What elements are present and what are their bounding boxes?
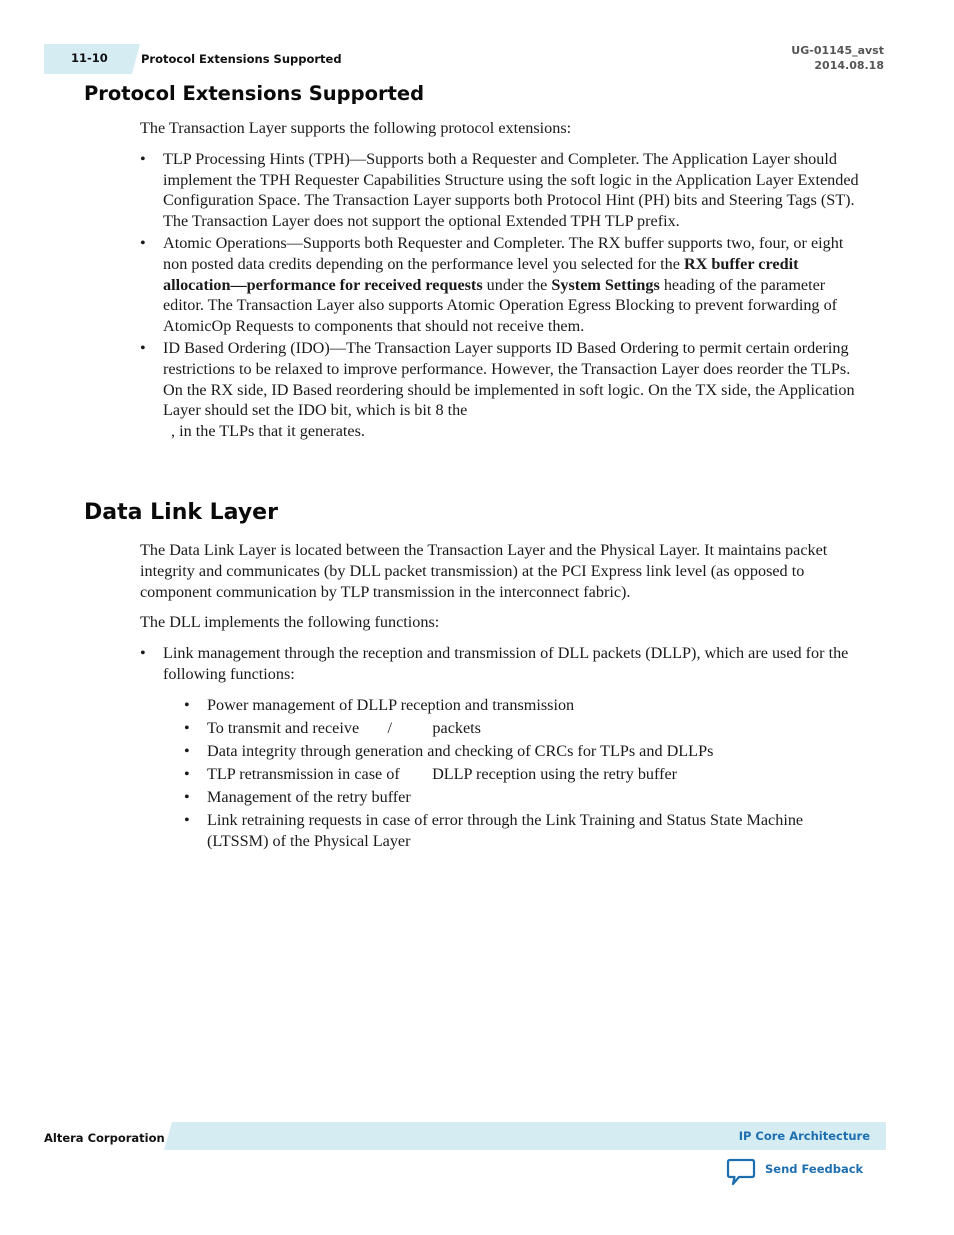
list-item-tph	[140, 149, 866, 232]
ido-text-continued: , in the TLPs that it generates.	[171, 422, 365, 441]
document-id-block	[791, 43, 884, 73]
atomic-bold-system-settings: System Settings	[551, 275, 660, 294]
footer-company: Altera Corporation	[44, 1131, 165, 1145]
dll-section-body	[140, 540, 866, 853]
dll-intro: The Data Link Layer is located between the Transaction Layer and the Physical Layer. It maintains packet integrity and communicates (by DLL packet transmission) at the PCI Express link level (as opposed to component communication by TLP transmission in the interconnect fabric).	[140, 541, 828, 601]
section-heading-protocol-extensions: Protocol Extensions Supported	[84, 82, 425, 105]
footer-chapter-link[interactable]: IP Core Architecture	[738, 1129, 870, 1143]
dll-functions-intro: The DLL implements the following functions:	[140, 613, 440, 632]
speech-bubble-icon	[726, 1158, 756, 1191]
dll-sub-function-list	[163, 695, 866, 852]
list-item-ido	[140, 338, 866, 442]
section-heading-data-link-layer: Data Link Layer	[84, 500, 278, 525]
document-id: UG-01145_avst	[791, 44, 884, 57]
sub-item-retry-buffer: • Management of the retry buffer	[184, 787, 866, 808]
atomic-text-1: Atomic Operations—Supports both Requester and Completer. The RX buffer supports two, four, or eight non posted data credits depending on the performance level you selected for the	[163, 233, 844, 273]
sub-item-tlp-retransmission: • TLP retransmission in case of DLLP reception using the retry buffer	[184, 764, 866, 785]
send-feedback-button[interactable]	[726, 1158, 863, 1188]
protocol-extension-list	[140, 149, 866, 442]
list-item-link-management	[140, 643, 866, 851]
running-header-title: Protocol Extensions Supported	[141, 52, 342, 66]
page-number: 11-10	[71, 51, 108, 65]
tph-text: TLP Processing Hints (TPH)—Supports both a Requester and Completer. The Application Layer should implement the TPH Requester Capabilities Structure using the soft logic in the Application Layer Extended Configuration Space. The Transaction Layer supports both Protocol Hint (PH) bits and Steering Tags (ST). The Transaction Layer does not support the optional Extended TPH TLP prefix.	[163, 149, 859, 231]
document-date: 2014.08.18	[814, 59, 884, 72]
sub-item-data-integrity: • Data integrity through generation and checking of CRCs for TLPs and DLLPs	[184, 741, 866, 762]
dll-function-list	[140, 643, 866, 851]
atomic-bold-setting: RX buffer credit allocation—performance for received requests	[163, 254, 799, 294]
atomic-text-2: under the	[482, 275, 552, 294]
sub-item-power-management: • Power management of DLLP reception and transmission	[184, 695, 866, 716]
atomic-text-3: heading of the parameter editor. The Transaction Layer also supports Atomic Operation Egress Blocking to prevent forwarding of AtomicOp Requests to components that should not receive them.	[163, 275, 838, 336]
send-feedback-label: Send Feedback	[765, 1162, 864, 1176]
list-item-atomic-ops	[140, 233, 866, 337]
link-management-text: Link management through the reception and transmission of DLL packets (DLLP), which are used for the following functions:	[163, 644, 849, 683]
ido-text: • ID Based Ordering (IDO)—The Transaction Layer supports ID Based Ordering to permit certain ordering restrictions to be relaxed to improve performance. However, the Transaction Layer does reorder the TLPs. On the RX side, ID Based reordering should be implemented in soft logic. On the TX side, the Application Layer should set the IDO bit, which is bit 8 the	[163, 338, 855, 420]
protocol-section-body	[140, 118, 866, 442]
protocol-intro: The Transaction Layer supports the following protocol extensions:	[140, 119, 572, 137]
sub-item-link-retraining: • Link retraining requests in case of error through the Link Training and Status State Machine (LTSSM) of the Physical Layer	[184, 810, 866, 852]
sub-item-transmit-receive: • To transmit and receive / packets	[184, 718, 866, 739]
